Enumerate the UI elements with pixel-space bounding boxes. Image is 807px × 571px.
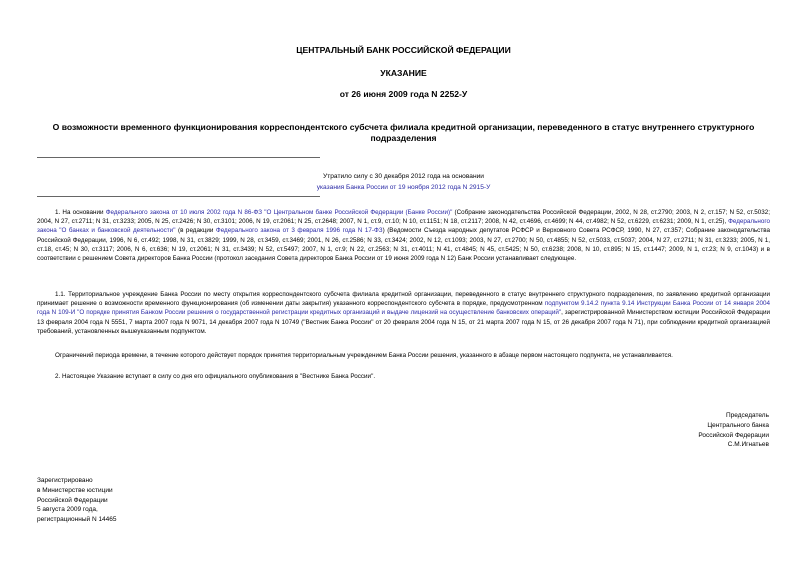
paragraph-1-1 [37, 290, 770, 336]
p1-text-4: ) (Ведомости Съезда народных депутатов РСФСР и Верховного Совета РСФСР, 1990, N 27, ст.357; Собрание законодательства Российской Федерации, 1996, N 6, ст.492; 1998, N 31, ст.3829; 1999, N 28, ст.3459, ст.3469; 2001, N 26, ст.2586; N 33, ст.3424; 2002, N 12, ст.1093; 2003, N 27, ст.2700; N 50, ст.4855; N 52, ст.5033, ст.5037; 2004, N 27, ст.2711; N 31, ст.3233; 2005, N 1, ст.18, ст.45; N 30, ст.3117; 2006, N 6, ст.636; N 19, ст.2061; N 31, ст.3439; N 52, ст.5497; 2007, N 1, ст.9; N 22, ст.2563; N 31, ст.4011; N 41, ст.4845; N 45, ст.5425; N 50, ст.6238; 2008, N 10, ст.895; N 15, ст.1447; 2009, N 1, ст.23; N 9, ст.1043) и в соответствии с решением Совета директоров Банка России (протокол заседания Совета директоров Банка России от 19 июня 2009 года N 12) Банк России устанавливает следующее. [37, 227, 770, 263]
doc-date-number: от 26 июня 2009 года N 2252-У [339, 89, 468, 99]
signature-line-3: Российской Федерации [698, 431, 769, 439]
bank-name: ЦЕНТРАЛЬНЫЙ БАНК РОССИЙСКОЙ ФЕДЕРАЦИИ [296, 45, 511, 55]
lost-force-note [0, 171, 807, 193]
signature-block [698, 411, 769, 450]
link-instruction-109-i[interactable]: подпунктом 9.14.2 пункта 9.14 Инструкции Банка России от 14 января 2004 года N 109-И "О порядке принятия Банком России решения о государственной регистрации кредитных организаций и выдаче лицензий на осуществление банковских операций" [37, 300, 770, 317]
signature-name: С.М.Игнатьев [727, 441, 769, 449]
link-law-banks[interactable]: Федерального закона "О банках и банковской деятельности" [37, 218, 770, 235]
paragraph-1 [37, 208, 770, 263]
lost-force-link[interactable]: указания Банка России от 19 ноября 2012 года N 2915-У [316, 184, 491, 191]
doc-type: УКАЗАНИЕ [380, 68, 427, 78]
lost-force-text: Утратило силу с 30 декабря 2012 года на основании [323, 173, 484, 180]
p11-text-1: 1.1. Территориальное учреждение Банка России по месту открытия корреспондентского субсчета филиала кредитной организации, переведенного в статус внутреннего структурного подразделения, по заявлению кредитной организации принимает решение о возможности временного функционирования (об изменении даты закрытия) указанного корреспондентского субсчета в порядке, предусмотренном [37, 291, 770, 308]
paragraph-limit: Ограничений периода времени, в течение которого действует порядок принятия территориальным учреждением Банка России решения, указанного в абзаце первом настоящего подпункта, не устанавливается. [55, 352, 673, 359]
divider-bottom [37, 196, 320, 197]
registration-number: регистрационный N 14465 [37, 516, 117, 524]
registration-block [37, 476, 117, 525]
registration-line-2: в Министерстве юстиции [37, 486, 113, 494]
p1-text-1: 1. На основании [55, 209, 106, 216]
registration-line-1: Зарегистрировано [37, 477, 93, 484]
p1-text-2: (Собрание законодательства Российской Федерации, 2002, N 28, ст.2790; 2003, N 2, ст.157; N 52, ст.5032; 2004, N 27, ст.2711; N 31, ст.3233; 2005, N 25, ст.2426; N 30, ст.3101; 2006, N 19, ст.2061; N 25, ст.2648; 2007, N 1, ст.9, ст.10; N 10, ст.1151; N 18, ст.2117; 2008, N 42, ст.4696, ст.4699; N 44, ст.4982; N 52, ст.6229, ст.6231; 2009, N 1, ст.25), [37, 209, 770, 226]
registration-line-3: Российской Федерации [37, 496, 108, 504]
paragraph-2: 2. Настоящее Указание вступает в силу со дня его официального опубликования в "Вестнике Банка России". [55, 373, 376, 380]
p1-text-3: (в редакции [175, 227, 216, 235]
signature-line-1: Председатель [725, 412, 769, 419]
signature-line-2: Центрального банка [707, 421, 769, 429]
divider-top [37, 157, 320, 158]
p11-text-2: , зарегистрированной Министерством юстиции Российской Федерации 13 февраля 2004 года N 5551, 7 марта 2007 года N 9071, 14 декабря 2007 года N 10749 ("Вестник Банка России" от 20 февраля 2004 года N 15, от 21 марта 2007 года N 15, от 26 декабря 2007 года N 71), при соблюдении кредитной организацией требований, установленных вышеуказанным подпунктом. [37, 309, 770, 335]
link-law-86-fz[interactable]: Федерального закона от 10 июля 2002 года N 86-ФЗ "О Центральном банке Российской Федерации (Банке России)" [105, 209, 453, 216]
link-law-17-fz[interactable]: Федерального закона от 3 февраля 1996 года N 17-ФЗ [215, 227, 383, 235]
registration-date: 5 августа 2009 года, [37, 506, 98, 514]
doc-title: О возможности временного функционирования корреспондентского субсчета филиала кредитной организации, переведенного в статус внутреннего структурного подразделения [52, 122, 755, 143]
